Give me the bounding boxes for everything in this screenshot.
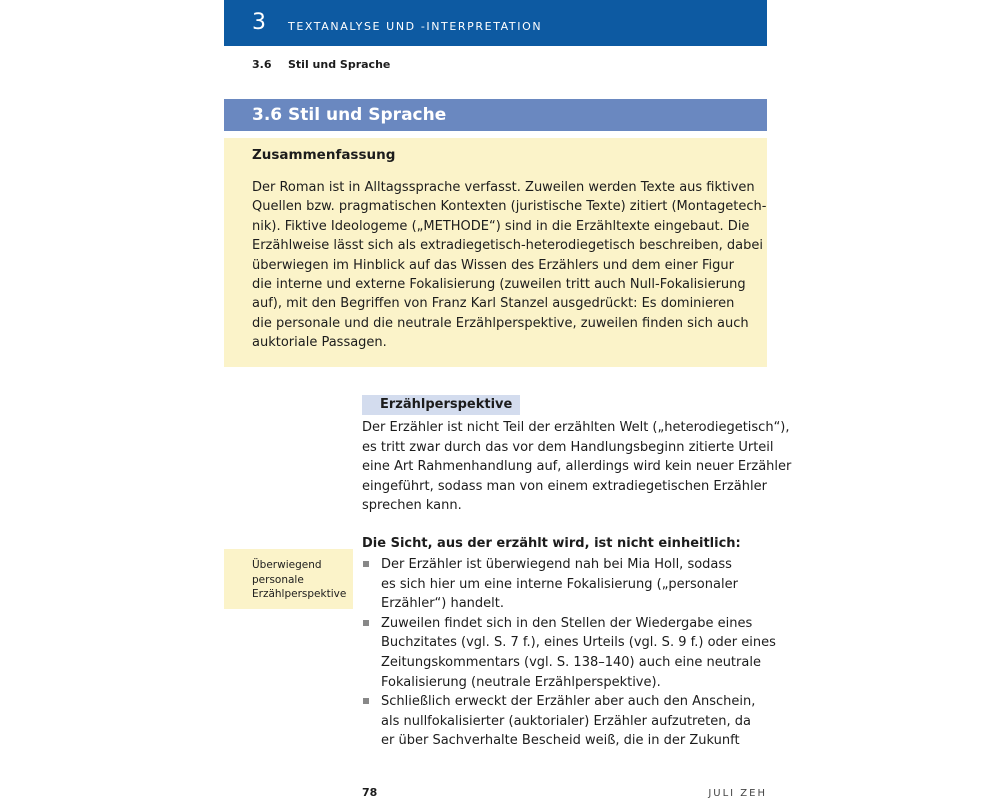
summary-text (252, 178, 767, 353)
bullet-line: Fokalisierung (neutrale Erzählperspektive). (381, 674, 661, 690)
chapter-number: 3 (252, 10, 266, 35)
summary-line: Erzählweise lässt sich als extradiegetisch-heterodiegetisch beschreiben, dabei (252, 238, 763, 254)
bullet-line: Schließlich erweckt der Erzähler aber auch den Anschein, (381, 694, 756, 710)
summary-line: die personale und die neutrale Erzählperspektive, zuweilen finden sich auch (252, 315, 749, 331)
paragraph-line: es tritt zwar durch das vor dem Handlungsbeginn zitierte Urteil (362, 439, 774, 455)
summary-line: die interne und externe Fokalisierung (zuweilen tritt auch Null-Fokalisierung (252, 277, 746, 293)
footer-author: JULI ZEH (708, 788, 767, 799)
page-number: 78 (362, 786, 378, 799)
breadcrumb-title: Stil und Sprache (288, 58, 391, 71)
summary-line: nik). Fiktive Ideologeme („METHODE“) sind in die Erzähltexte eingebaut. Die (252, 218, 750, 234)
summary-line: Der Roman ist in Alltagssprache verfasst. Zuweilen werden Texte aus fiktiven (252, 180, 755, 195)
breadcrumb (252, 57, 390, 72)
bullet-list (362, 555, 776, 751)
bullet-square-icon (363, 698, 369, 704)
bullet-line: Der Erzähler ist überwiegend nah bei Mia Holl, sodass (381, 557, 732, 572)
bullet-square-icon (363, 620, 369, 626)
chapter-header-bar (224, 0, 767, 46)
bullet-square-icon (363, 561, 369, 567)
list-item (362, 614, 776, 692)
bullet-line: es sich hier um eine interne Fokalisierung („personaler (381, 576, 738, 592)
summary-line: auktoriale Passagen. (252, 335, 387, 351)
summary-line: Quellen bzw. pragmatischen Kontexten (juristische Texte) zitiert (Montagetech- (252, 199, 767, 215)
bullet-line: Buchzitates (vgl. S. 7 f.), eines Urteils (vgl. S. 9 f.) oder eines (381, 635, 776, 651)
bullet-line: Zuweilen findet sich in den Stellen der Wiedergabe eines (381, 615, 753, 631)
paragraph-line: sprechen kann. (362, 498, 462, 514)
list-item (362, 692, 767, 751)
subheading-erzaehlperspektive (362, 395, 520, 415)
subheading-label: Erzählperspektive (380, 397, 513, 412)
book-page (224, 0, 792, 800)
bold-heading: Die Sicht, aus der erzählt wird, ist nicht einheitlich: (362, 536, 741, 551)
bullet-line: Erzähler“) handelt. (381, 596, 505, 612)
body-paragraph (362, 418, 792, 516)
bullet-line: Zeitungskommentars (vgl. S. 138–140) auch eine neutrale (381, 654, 761, 670)
summary-line: überwiegen im Hinblick auf das Wissen des Erzählers und dem einer Figur (252, 257, 734, 273)
section-title-bar (224, 99, 767, 131)
chapter-title: TEXTANALYSE UND -INTERPRETATION (288, 20, 543, 33)
bullet-line: als nullfokalisierter (auktorialer) Erzähler aufzutreten, da (381, 713, 751, 729)
summary-line: auf), mit den Begriffen von Franz Karl Stanzel ausgedrückt: Es dominieren (252, 296, 735, 312)
marginal-note-text: Überwiegend personale Erzählperspektive (252, 559, 347, 600)
list-item (362, 555, 767, 614)
section-title: 3.6 Stil und Sprache (252, 105, 447, 125)
marginal-note (224, 549, 353, 609)
paragraph-line: eine Art Rahmenhandlung auf, allerdings wird kein neuer Erzähler (362, 459, 792, 475)
breadcrumb-number: 3.6 (252, 58, 272, 71)
bullet-line: er über Sachverhalte Bescheid weiß, die in der Zukunft (381, 733, 740, 749)
summary-box (224, 138, 767, 367)
summary-title: Zusammenfassung (252, 147, 396, 163)
paragraph-line: eingeführt, sodass man von einem extradiegetischen Erzähler (362, 478, 767, 494)
paragraph-line: Der Erzähler ist nicht Teil der erzählten Welt („heterodiegetisch“), (362, 420, 790, 435)
